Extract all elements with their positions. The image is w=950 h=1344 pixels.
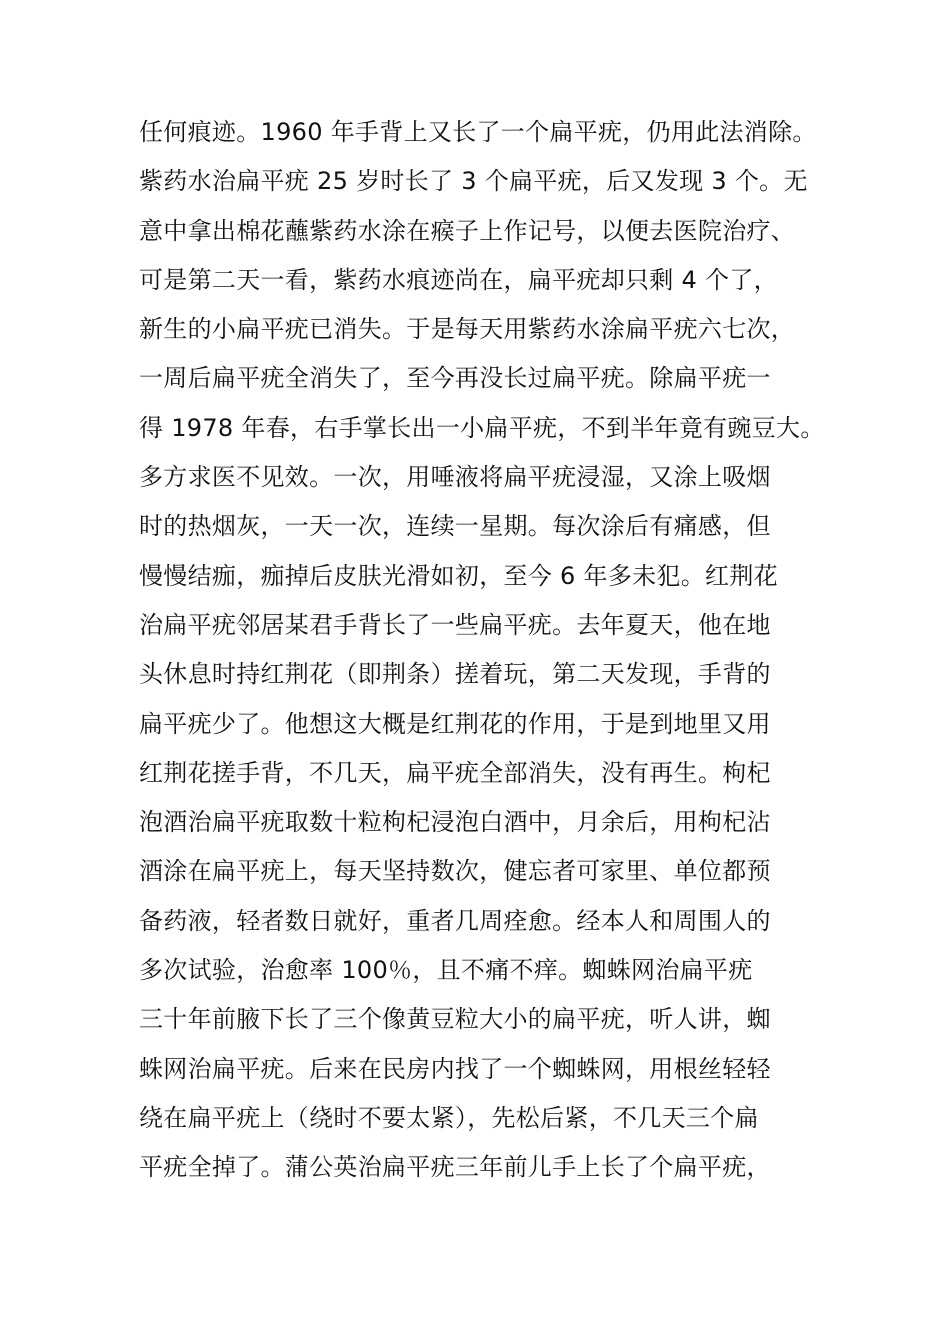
text-line: 备药液，轻者数日就好，重者几周痊愈。经本人和周围人的 [139, 906, 771, 935]
text-line: 紫药水治扁平疣 25 岁时长了 3 个扁平疣，后又发现 3 个。无 [139, 167, 808, 196]
text-line: 蛛网治扁平疣。后来在民房内找了一个蜘蛛网，用根丝轻轻 [139, 1054, 771, 1083]
text-line: 多方求医不见效。一次，用唾液将扁平疣浸湿，又涂上吸烟 [139, 463, 771, 492]
text-line: 新生的小扁平疣已消失。于是每天用紫药水涂扁平疣六七次， [139, 315, 796, 344]
body-text [139, 108, 859, 1193]
text-line: 一周后扁平疣全消失了，至今再没长过扁平疣。除扁平疣一 [139, 364, 771, 393]
text-line: 可是第二天一看，紫药水痕迹尚在，扁平疣却只剩 4 个了， [139, 265, 778, 294]
text-line: 平疣全掉了。蒲公英治扁平疣三年前儿手上长了个扁平疣， [139, 1153, 771, 1182]
text-line: 扁平疣少了。他想这大概是红荆花的作用，于是到地里又用 [139, 709, 771, 738]
text-line: 绕在扁平疣上（绕时不要太紧），先松后紧，不几天三个扁 [139, 1103, 759, 1132]
text-line: 意中拿出棉花蘸紫药水涂在瘊子上作记号，以便去医院治疗、 [139, 216, 796, 245]
text-line: 酒涂在扁平疣上，每天坚持数次，健忘者可家里、单位都预 [139, 857, 771, 886]
text-line: 治扁平疣邻居某君手背长了一些扁平疣。去年夏天，他在地 [139, 610, 771, 639]
text-line: 泡酒治扁平疣取数十粒枸杞浸泡白酒中，月余后，用枸杞沾 [139, 808, 771, 837]
text-line: 时的热烟灰，一天一次，连续一星期。每次涂后有痛感，但 [139, 512, 771, 541]
text-line: 三十年前腋下长了三个像黄豆粒大小的扁平疣，听人讲，蜘 [139, 1005, 771, 1034]
text-line: 红荆花搓手背，不几天，扁平疣全部消失，没有再生。枸杞 [139, 758, 771, 787]
text-line: 得 1978 年春，右手掌长出一小扁平疣，不到半年竟有豌豆大。 [139, 413, 825, 442]
text-line: 头休息时持红荆花（即荆条）搓着玩，第二天发现，手背的 [139, 660, 771, 689]
text-line: 多次试验，治愈率 100％，且不痛不痒。蜘蛛网治扁平疣 [139, 956, 753, 985]
text-line: 任何痕迹。1960 年手背上又长了一个扁平疣，仍用此法消除。 [139, 118, 817, 146]
text-line: 慢慢结痂，痂掉后皮肤光滑如初，至今 6 年多未犯。红荆花 [139, 561, 778, 590]
